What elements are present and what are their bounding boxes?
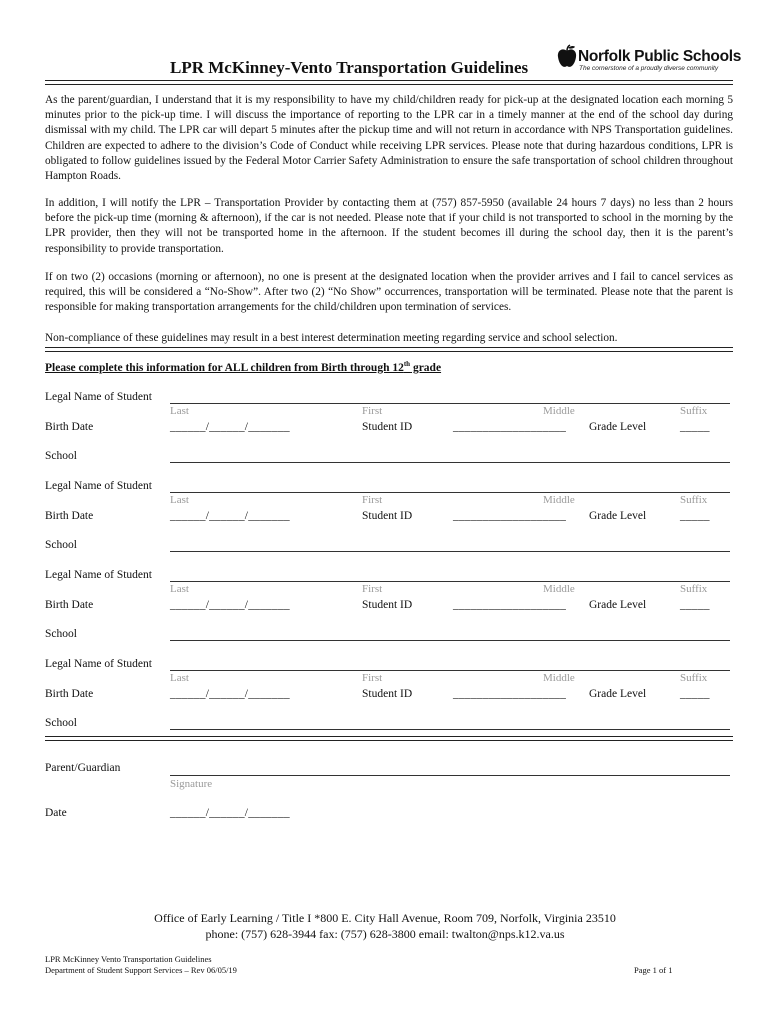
signature-date-field[interactable]: ______/______/_______ xyxy=(170,807,290,819)
legal-name-label: Legal Name of Student xyxy=(45,569,152,581)
document-title: LPR McKinney-Vento Transportation Guidelines xyxy=(170,58,529,77)
footer-doc-name: LPR McKinney Vento Transportation Guidelines xyxy=(45,954,212,964)
student-id-field[interactable]: ___________________ xyxy=(453,688,567,700)
school-logo xyxy=(556,44,742,78)
date-label: Date xyxy=(45,807,67,819)
school-label: School xyxy=(45,450,77,462)
first-hint: First xyxy=(362,583,383,595)
student-id-label: Student ID xyxy=(362,510,413,522)
grade-level-label: Grade Level xyxy=(589,599,647,611)
paragraph-non-compliance: Non-compliance of these guidelines may result in a best interest determination meeting regarding service and school selection. xyxy=(45,332,618,344)
legal-name-field[interactable] xyxy=(170,403,730,404)
page-number: Page 1 of 1 xyxy=(634,965,673,975)
footer-department: Department of Student Support Services – Rev 06/05/19 xyxy=(45,965,237,975)
grade-level-label: Grade Level xyxy=(589,510,647,522)
middle-hint: Middle xyxy=(543,672,575,684)
contact-info: phone: (757) 628-3944 fax: (757) 628-3800 email: twalton@nps.k12.va.us xyxy=(205,927,565,941)
student-id-field[interactable]: ___________________ xyxy=(453,421,567,433)
logo-name: Norfolk Public Schools xyxy=(578,48,742,65)
birth-date-label: Birth Date xyxy=(45,421,94,433)
school-field[interactable] xyxy=(170,462,730,463)
grade-level-label: Grade Level xyxy=(589,421,647,433)
middle-hint: Middle xyxy=(543,405,575,417)
birth-date-field[interactable]: ______/______/_______ xyxy=(170,510,290,522)
divider-top xyxy=(45,80,733,85)
divider-bottom xyxy=(45,736,733,741)
first-hint: First xyxy=(362,672,383,684)
grade-level-field[interactable]: _____ xyxy=(680,510,710,522)
birth-date-label: Birth Date xyxy=(45,599,94,611)
birth-date-field[interactable]: ______/______/_______ xyxy=(170,599,290,611)
birth-date-label: Birth Date xyxy=(45,510,94,522)
first-hint: First xyxy=(362,405,383,417)
grade-level-field[interactable]: _____ xyxy=(680,421,710,433)
last-hint: Last xyxy=(170,583,189,595)
school-label: School xyxy=(45,717,77,729)
student-id-label: Student ID xyxy=(362,688,413,700)
student-id-label: Student ID xyxy=(362,599,413,611)
student-id-field[interactable]: ___________________ xyxy=(453,599,567,611)
suffix-hint: Suffix xyxy=(680,494,708,506)
office-address: Office of Early Learning / Title I *800 E. City Hall Avenue, Room 709, Norfolk, Virginia 23510 xyxy=(154,911,616,925)
school-field[interactable] xyxy=(170,551,730,552)
school-field[interactable] xyxy=(170,729,730,730)
paragraph-responsibility: As the parent/guardian, I understand that it is my responsibility to have my child/children ready for pick-up at the designated location each morning 5 minutes prior to the pick-up time. I will discuss the importance of reporting to the LPR car in a timely manner at the end of the school day during dismissal with my child. The LPR car will depart 5 minutes after the pickup time and will not return in accordance with NPS Transportation guidelines. Children are expected to adhere to the division’s Code of Conduct while receiving LPR services. Please note that during hazardous conditions, LPR is obligated to follow guidelines issued by the Federal Motor Carrier Safety Administration to ensure the safe transportation of school children throughout Hampton Roads. xyxy=(45,94,733,183)
paragraph-notification: In addition, I will notify the LPR – Transportation Provider by contacting them at (757) 857-5950 (available 24 hours 7 days) no less than 2 hours before the pick-up time (morning & afternoon), if the car is not needed. Please note that if your child is not transported to school in the morning by the LPR provider, then they will not be transported home in the afternoon. If the student becomes ill during the school day, then it is the parent’s responsibility to provide transportation. xyxy=(45,197,733,255)
birth-date-label: Birth Date xyxy=(45,688,94,700)
student-id-label: Student ID xyxy=(362,421,413,433)
school-label: School xyxy=(45,539,77,551)
divider-middle xyxy=(45,347,733,352)
school-label: School xyxy=(45,628,77,640)
last-hint: Last xyxy=(170,494,189,506)
signature-field[interactable] xyxy=(170,775,730,776)
suffix-hint: Suffix xyxy=(680,583,708,595)
middle-hint: Middle xyxy=(543,583,575,595)
grade-level-field[interactable]: _____ xyxy=(680,599,710,611)
paragraph-no-show: If on two (2) occasions (morning or afternoon), no one is present at the designated location when the provider arrives and I fail to cancel services as required, this will be considered a “No-Show”. After two (2) “No Show” occurrences, transportation will be terminated. Please note that the parent is responsible for making transportation arrangements for the child/children upon termination of services. xyxy=(45,271,733,314)
legal-name-label: Legal Name of Student xyxy=(45,391,152,403)
birth-date-field[interactable]: ______/______/_______ xyxy=(170,688,290,700)
logo-tagline: The cornerstone of a proudly diverse community xyxy=(579,65,719,72)
legal-name-label: Legal Name of Student xyxy=(45,658,152,670)
middle-hint: Middle xyxy=(543,494,575,506)
grade-level-label: Grade Level xyxy=(589,688,647,700)
apple-icon xyxy=(556,44,578,70)
signature-hint: Signature xyxy=(170,778,213,790)
parent-guardian-label: Parent/Guardian xyxy=(45,762,121,774)
suffix-hint: Suffix xyxy=(680,405,708,417)
student-id-field[interactable]: ___________________ xyxy=(453,510,567,522)
last-hint: Last xyxy=(170,405,189,417)
legal-name-field[interactable] xyxy=(170,581,730,582)
section-heading: Please complete this information for ALL children from Birth through 12th grade xyxy=(45,360,442,374)
first-hint: First xyxy=(362,494,383,506)
legal-name-field[interactable] xyxy=(170,670,730,671)
suffix-hint: Suffix xyxy=(680,672,708,684)
birth-date-field[interactable]: ______/______/_______ xyxy=(170,421,290,433)
legal-name-label: Legal Name of Student xyxy=(45,480,152,492)
legal-name-field[interactable] xyxy=(170,492,730,493)
last-hint: Last xyxy=(170,672,189,684)
school-field[interactable] xyxy=(170,640,730,641)
grade-level-field[interactable]: _____ xyxy=(680,688,710,700)
